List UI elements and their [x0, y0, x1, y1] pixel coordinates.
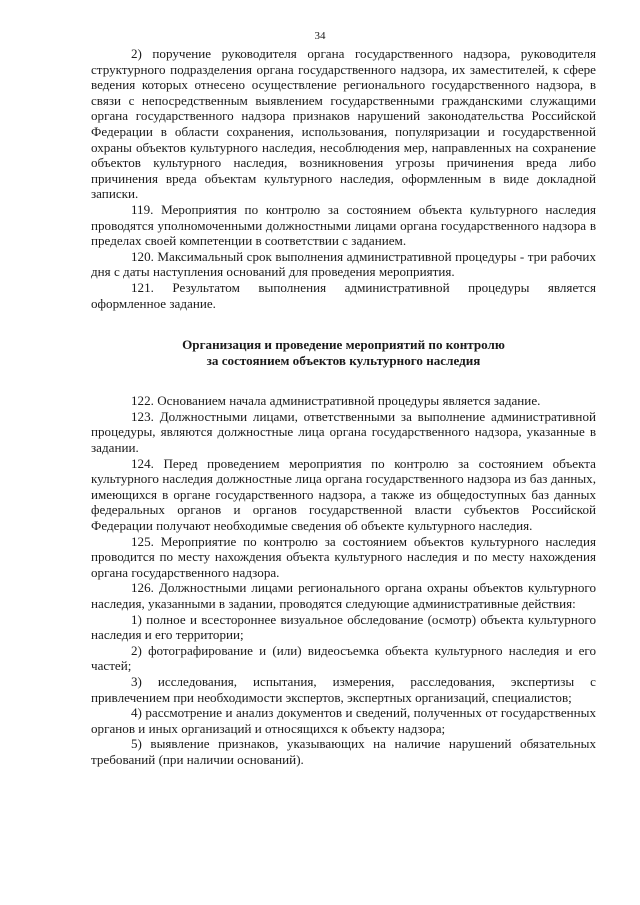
paragraph-121: 121. Результатом выполнения административной процедуры является оформленное задание.: [91, 279, 596, 311]
paragraph-125: 125. Мероприятие по контролю за состоянием объектов культурного наследия проводится по месту нахождения объекта культурного наследия и по месту нахождения органа государственного надзора.: [91, 533, 596, 580]
paragraph-2-instruction: 2) поручение руководителя органа государственного надзора, руководителя структурного подразделения органа государственного надзора, их заместителей, к сфере ведения которых отнесено осуществление регионального государственного надзора, в связи с непосредственным выявлением государственными гражданскими служащими органа государственного надзора признаков нарушений законодательства Российской Федерации в области сохранения, использования, популяризации и государственной охраны объектов культурного наследия, несоблюдения мер, направленных на сохранение объектов культурного наследия, возникновения угрозы причинения вреда либо причинения вреда объектам культурного наследия, оформленным в виде докладной записки.: [91, 46, 596, 202]
list-item-5: 5) выявление признаков, указывающих на наличие нарушений обязательных требований (при наличии оснований).: [91, 736, 596, 767]
list-item-1: 1) полное и всестороннее визуальное обследование (осмотр) объекта культурного наследия и его территории;: [91, 611, 596, 643]
list-item-4: 4) рассмотрение и анализ документов и сведений, полученных от государственных органов и иных организаций и относящихся к объекту надзора;: [91, 705, 596, 736]
paragraph-122: 122. Основанием начала административной процедуры является задание.: [131, 393, 541, 409]
list-item-2: 2) фотографирование и (или) видеосъемка объекта культурного наследия и его частей;: [91, 642, 596, 674]
list-item-3: 3) исследования, испытания, измерения, расследования, экспертизы с привлечением при необходимости экспертов, экспертных организаций, специалистов;: [91, 673, 596, 705]
section-heading-line-1: Организация и проведение мероприятий по контролю: [182, 337, 505, 353]
paragraph-123: 123. Должностными лицами, ответственными за выполнение административной процедуры, являются должностные лица органа государственного надзора, указанные в задании.: [91, 408, 596, 456]
section-heading: [91, 337, 596, 368]
paragraph-120: 120. Максимальный срок выполнения административной процедуры - три рабочих дня с даты наступления оснований для проведения мероприятия.: [91, 248, 596, 280]
section-heading-line-2: за состоянием объектов культурного наследия: [206, 352, 481, 368]
paragraph-119: 119. Мероприятия по контролю за состоянием объекта культурного наследия проводятся уполномоченными должностными лицами органа государственного надзора в пределах своей компетенции в соответствии с заданием.: [91, 201, 596, 249]
page-number: 34: [314, 30, 326, 42]
document-body: [91, 46, 596, 768]
paragraph-126: 126. Должностными лицами регионального органа охраны объектов культурного наследия, указанными в задании, проводятся следующие административные действия:: [91, 580, 596, 611]
paragraph-124: 124. Перед проведением мероприятия по контролю за состоянием объекта культурного наследия должностные лица органа государственного надзора из баз данных, имеющихся в органе государственного надзора, а также из общедоступных баз данных федеральных органов и органов государственной власти субъектов Российской Федерации получают необходимые сведения об объекте культурного наследия.: [91, 455, 596, 534]
